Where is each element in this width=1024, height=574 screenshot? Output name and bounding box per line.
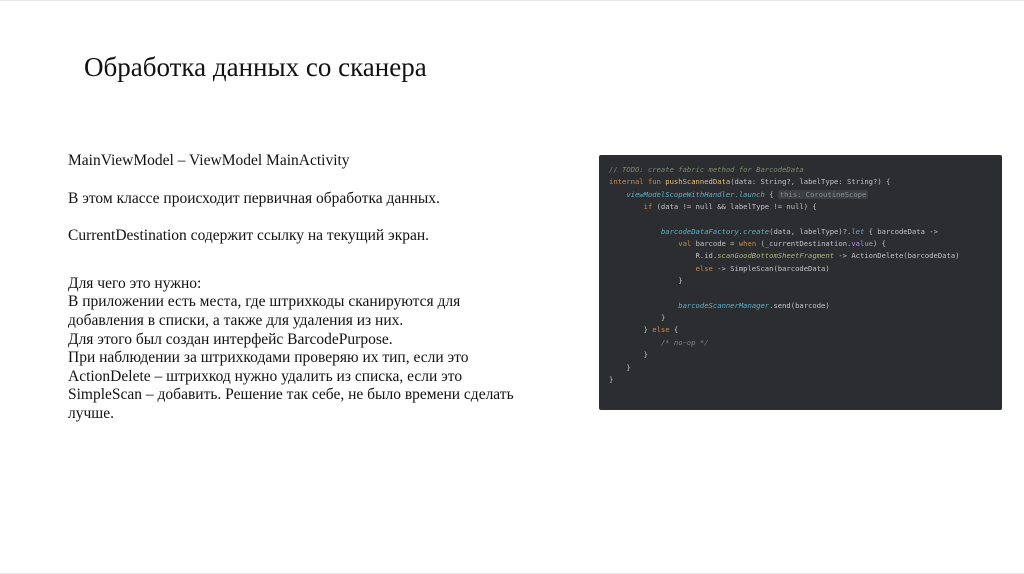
- code-text: ) {: [873, 239, 886, 249]
- body-paragraph-2: CurrentDestination содержит ссылку на текущий экран.: [68, 227, 430, 245]
- code-text: -> ActionDelete(barcodeData): [834, 251, 960, 261]
- body-line: Для чего это нужно:: [68, 274, 202, 292]
- code-line: [609, 300, 960, 312]
- code-line: [609, 362, 960, 374]
- code-line: [609, 263, 960, 275]
- code-text: }: [626, 362, 631, 372]
- code-text: {: [669, 325, 679, 335]
- body-line: Для этого был создан интерфейс BarcodePurpose.: [68, 330, 393, 348]
- code-line: [609, 312, 960, 324]
- code-field: value: [851, 239, 873, 249]
- slide-title: Обработка данных со сканера: [84, 52, 427, 82]
- code-keyword: let: [851, 226, 865, 236]
- code-line: [609, 287, 960, 299]
- code-line: [609, 337, 960, 349]
- code-text: (data, labelType)?.: [769, 226, 852, 236]
- code-extension-call: barcodeDataFactory.create: [660, 226, 770, 236]
- code-comment: /* no-op */: [660, 337, 709, 347]
- code-text: }: [609, 374, 614, 384]
- code-block: [609, 164, 960, 386]
- body-paragraph-1: В этом классе происходит первичная обработка данных.: [68, 189, 440, 207]
- code-keyword: else: [695, 263, 713, 273]
- code-line: [609, 164, 960, 176]
- slide-body: [68, 152, 578, 424]
- code-line: [609, 201, 960, 213]
- body-line: добавления в списки, а также для удаления из них.: [68, 311, 404, 329]
- code-keyword: if: [643, 202, 657, 212]
- code-line: }: [609, 276, 683, 286]
- code-line: [609, 226, 960, 238]
- code-line: [609, 324, 960, 336]
- code-line: [609, 238, 960, 250]
- code-text: barcode =: [695, 239, 739, 249]
- body-line: ActionDelete – штрихкод нужно удалить из списка, если это: [68, 367, 463, 385]
- code-text: (data: String?, labelType: String?) {: [730, 177, 891, 187]
- code-comment: // TODO: create fabric method for BarcodeData: [609, 165, 804, 174]
- code-inlay-hint: this: CoroutineScope: [779, 189, 867, 199]
- code-line: [609, 349, 960, 361]
- code-text: {: [764, 189, 778, 199]
- body-line: При наблюдении за штрихкодами проверяю их тип, если это: [68, 349, 469, 367]
- code-line: [609, 213, 960, 225]
- code-keyword: when: [738, 239, 761, 249]
- code-text: (data != null && labelType != null) {: [656, 202, 817, 212]
- code-line: [609, 374, 960, 386]
- code-text: .send(barcode): [769, 300, 830, 310]
- code-text: (_currentDestination.: [760, 239, 852, 249]
- code-function-name: pushScannedData: [665, 177, 731, 187]
- body-heading: MainViewModel – ViewModel MainActivity: [68, 152, 350, 169]
- code-text: }: [643, 350, 648, 360]
- code-line: [609, 189, 960, 201]
- body-line: лучше.: [68, 404, 114, 422]
- code-text: }: [660, 313, 666, 323]
- code-screenshot: [599, 155, 1002, 410]
- code-text: R.id.: [695, 251, 718, 261]
- code-keyword: val: [678, 239, 696, 249]
- code-line: [609, 176, 960, 188]
- code-text: }: [643, 325, 653, 335]
- body-line: В приложении есть места, где штрихкоды сканируются для: [68, 293, 461, 311]
- code-property: barcodeScannerManager: [678, 300, 770, 310]
- code-text: { barcodeData ->: [864, 226, 938, 236]
- code-text: -> SimpleScan(barcodeData): [712, 263, 830, 273]
- code-keyword: internal fun: [609, 177, 666, 187]
- code-resource-id: scanGoodBottomSheetFragment: [717, 251, 835, 261]
- body-line: SimpleScan – добавить. Решение так себе, не было времени сделать: [68, 386, 514, 404]
- code-line: [609, 250, 960, 262]
- code-extension-call: viewModelScopeWithHandler.launch: [626, 189, 765, 199]
- code-keyword: else: [652, 325, 670, 335]
- top-border: [0, 0, 1024, 1]
